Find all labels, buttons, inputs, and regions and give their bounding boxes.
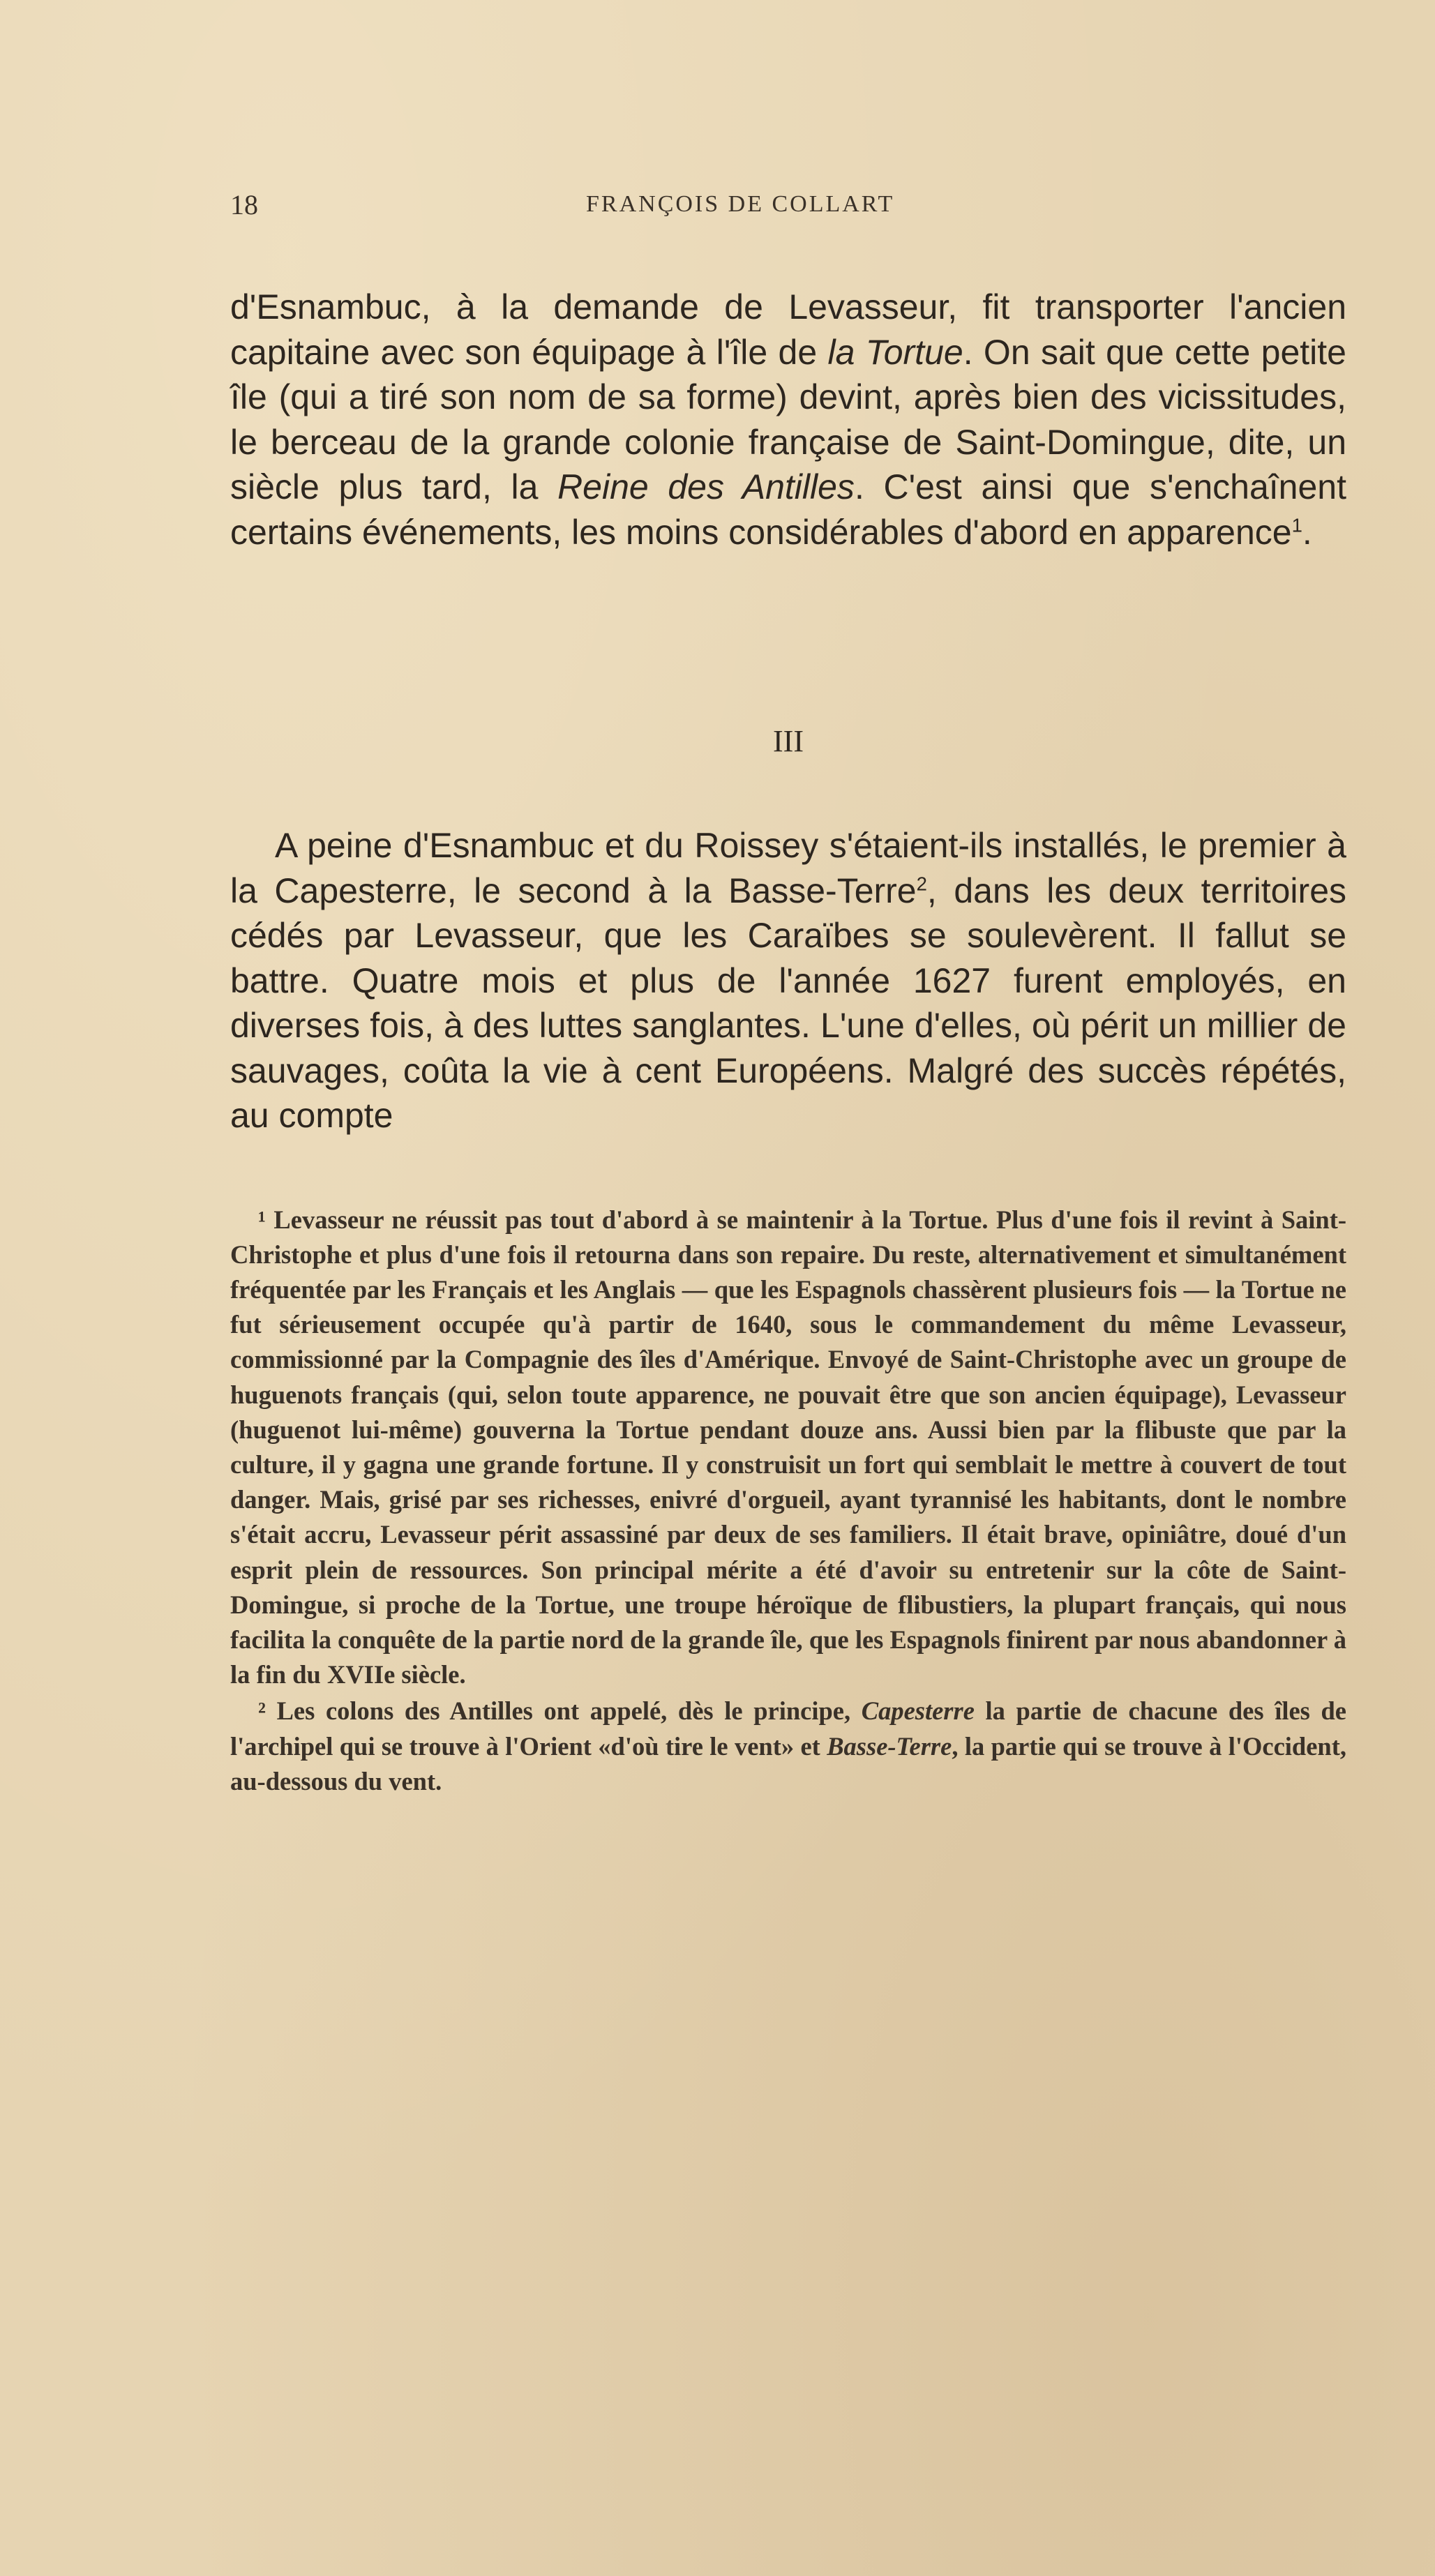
- footnote-text: Levasseur ne réussit pas tout d'abord à se maintenir à la Tortue. Plus d'une fois il revint à Saint-Christophe et plus d'une fois il retourna dans son repaire. Du reste, alternativement et simultanément fréquentée par les Français et les Anglais — que les Espagnols chassèrent plusieurs fois — la Tortue ne fut sérieusement occupée qu'à partir de 1640, sous le commandement du même Levasseur, commissionné par la Compagnie des îles d'Amérique. Envoyé de Saint-Christophe avec un groupe de huguenots français (qui, selon toute apparence, ne pouvait être que son ancien équipage), Levasseur (huguenot lui-même) gouverna la Tortue pendant douze ans. Aussi bien par la flibuste que par la culture, il y gagna une grande fortune. Il y construisit un fort qui semblait le mettre à couvert de tout danger. Mais, grisé par ses richesses, enivré d'orgueil, ayant tyrannisé les habitants, dont le nombre s'était accru, Levasseur périt assassiné par deux de ses familiers. Il était brave, opiniâtre, doué d'un esprit plein de ressources. Son principal mérite a été d'avoir su entretenir sur la côte de Saint-Domingue, si proche de la Tortue, une troupe héroïque de flibustiers, la plupart français, qui nous facilita la conquête de la partie nord de la grande île, que les Espagnols finirent par nous abandonner à la fin du XVIIe siècle.: [230, 1205, 1347, 1689]
- footnote-1: [230, 1203, 1346, 1693]
- footnote-marker: ²: [258, 1696, 266, 1726]
- paragraph-text: . On sait que cette petite île (qui a tiré son nom de sa forme) devint, après bien des vicissitudes, le berceau de la grande colonie française de Saint-Domingue, dite, un siècle plus tard, la: [230, 332, 1346, 506]
- paragraph-text: , dans les deux territoires cédés par Levasseur, que les Caraïbes se soulevèrent. Il fallut se battre. Quatre mois et plus de l'année 1627 furent employés, en diverses fois, à des luttes sanglantes. L'une d'elles, où périt un millier de sauvages, coûta la vie à cent Européens. Malgré des succès répétés, au compte: [230, 871, 1346, 1135]
- italic-text: Basse-Terre: [827, 1731, 952, 1761]
- section-numeral: III: [773, 724, 804, 758]
- body-paragraph-1: [230, 285, 1346, 555]
- paragraph-text: .: [1302, 512, 1312, 552]
- footnote-ref-2: 2: [916, 872, 927, 894]
- footnote-text: la partie de chacune des îles de l'archipel qui se trouve à l'Orient «d'où tire le vent» et: [230, 1696, 1347, 1761]
- paragraph-text: A peine d'Esnambuc et du Roissey s'étaient-ils installés, le premier à la Capesterre, le second à la Basse-Terre: [230, 826, 1346, 910]
- footnote-2: [230, 1694, 1346, 1799]
- paragraph-text: . C'est ainsi que s'enchaînent certains événements, les moins considérables d'abord en apparence: [230, 467, 1346, 552]
- footnote-ref-1: 1: [1291, 513, 1302, 536]
- page-number: 18: [230, 189, 258, 220]
- footnote-marker: ¹: [258, 1205, 266, 1234]
- paragraph-text: d'Esnambuc, à la demande de Levasseur, fit transporter l'ancien capitaine avec son équipage à l'île de: [230, 287, 1346, 372]
- body-paragraph-2: [230, 823, 1346, 1138]
- page-header: [230, 188, 1346, 230]
- book-page: [230, 188, 1346, 1799]
- footnotes: [230, 1203, 1346, 1799]
- running-title: FRANÇOIS DE COLLART: [586, 191, 895, 217]
- italic-text: Reine des Antilles: [557, 467, 855, 506]
- footnote-text: Les colons des Antilles ont appelé, dès le principe,: [276, 1696, 862, 1726]
- italic-text: Capesterre: [861, 1696, 975, 1726]
- italic-text: la Tortue: [827, 332, 963, 372]
- footnote-text: , la partie qui se trouve à l'Occident, au-dessous du vent.: [230, 1731, 1346, 1795]
